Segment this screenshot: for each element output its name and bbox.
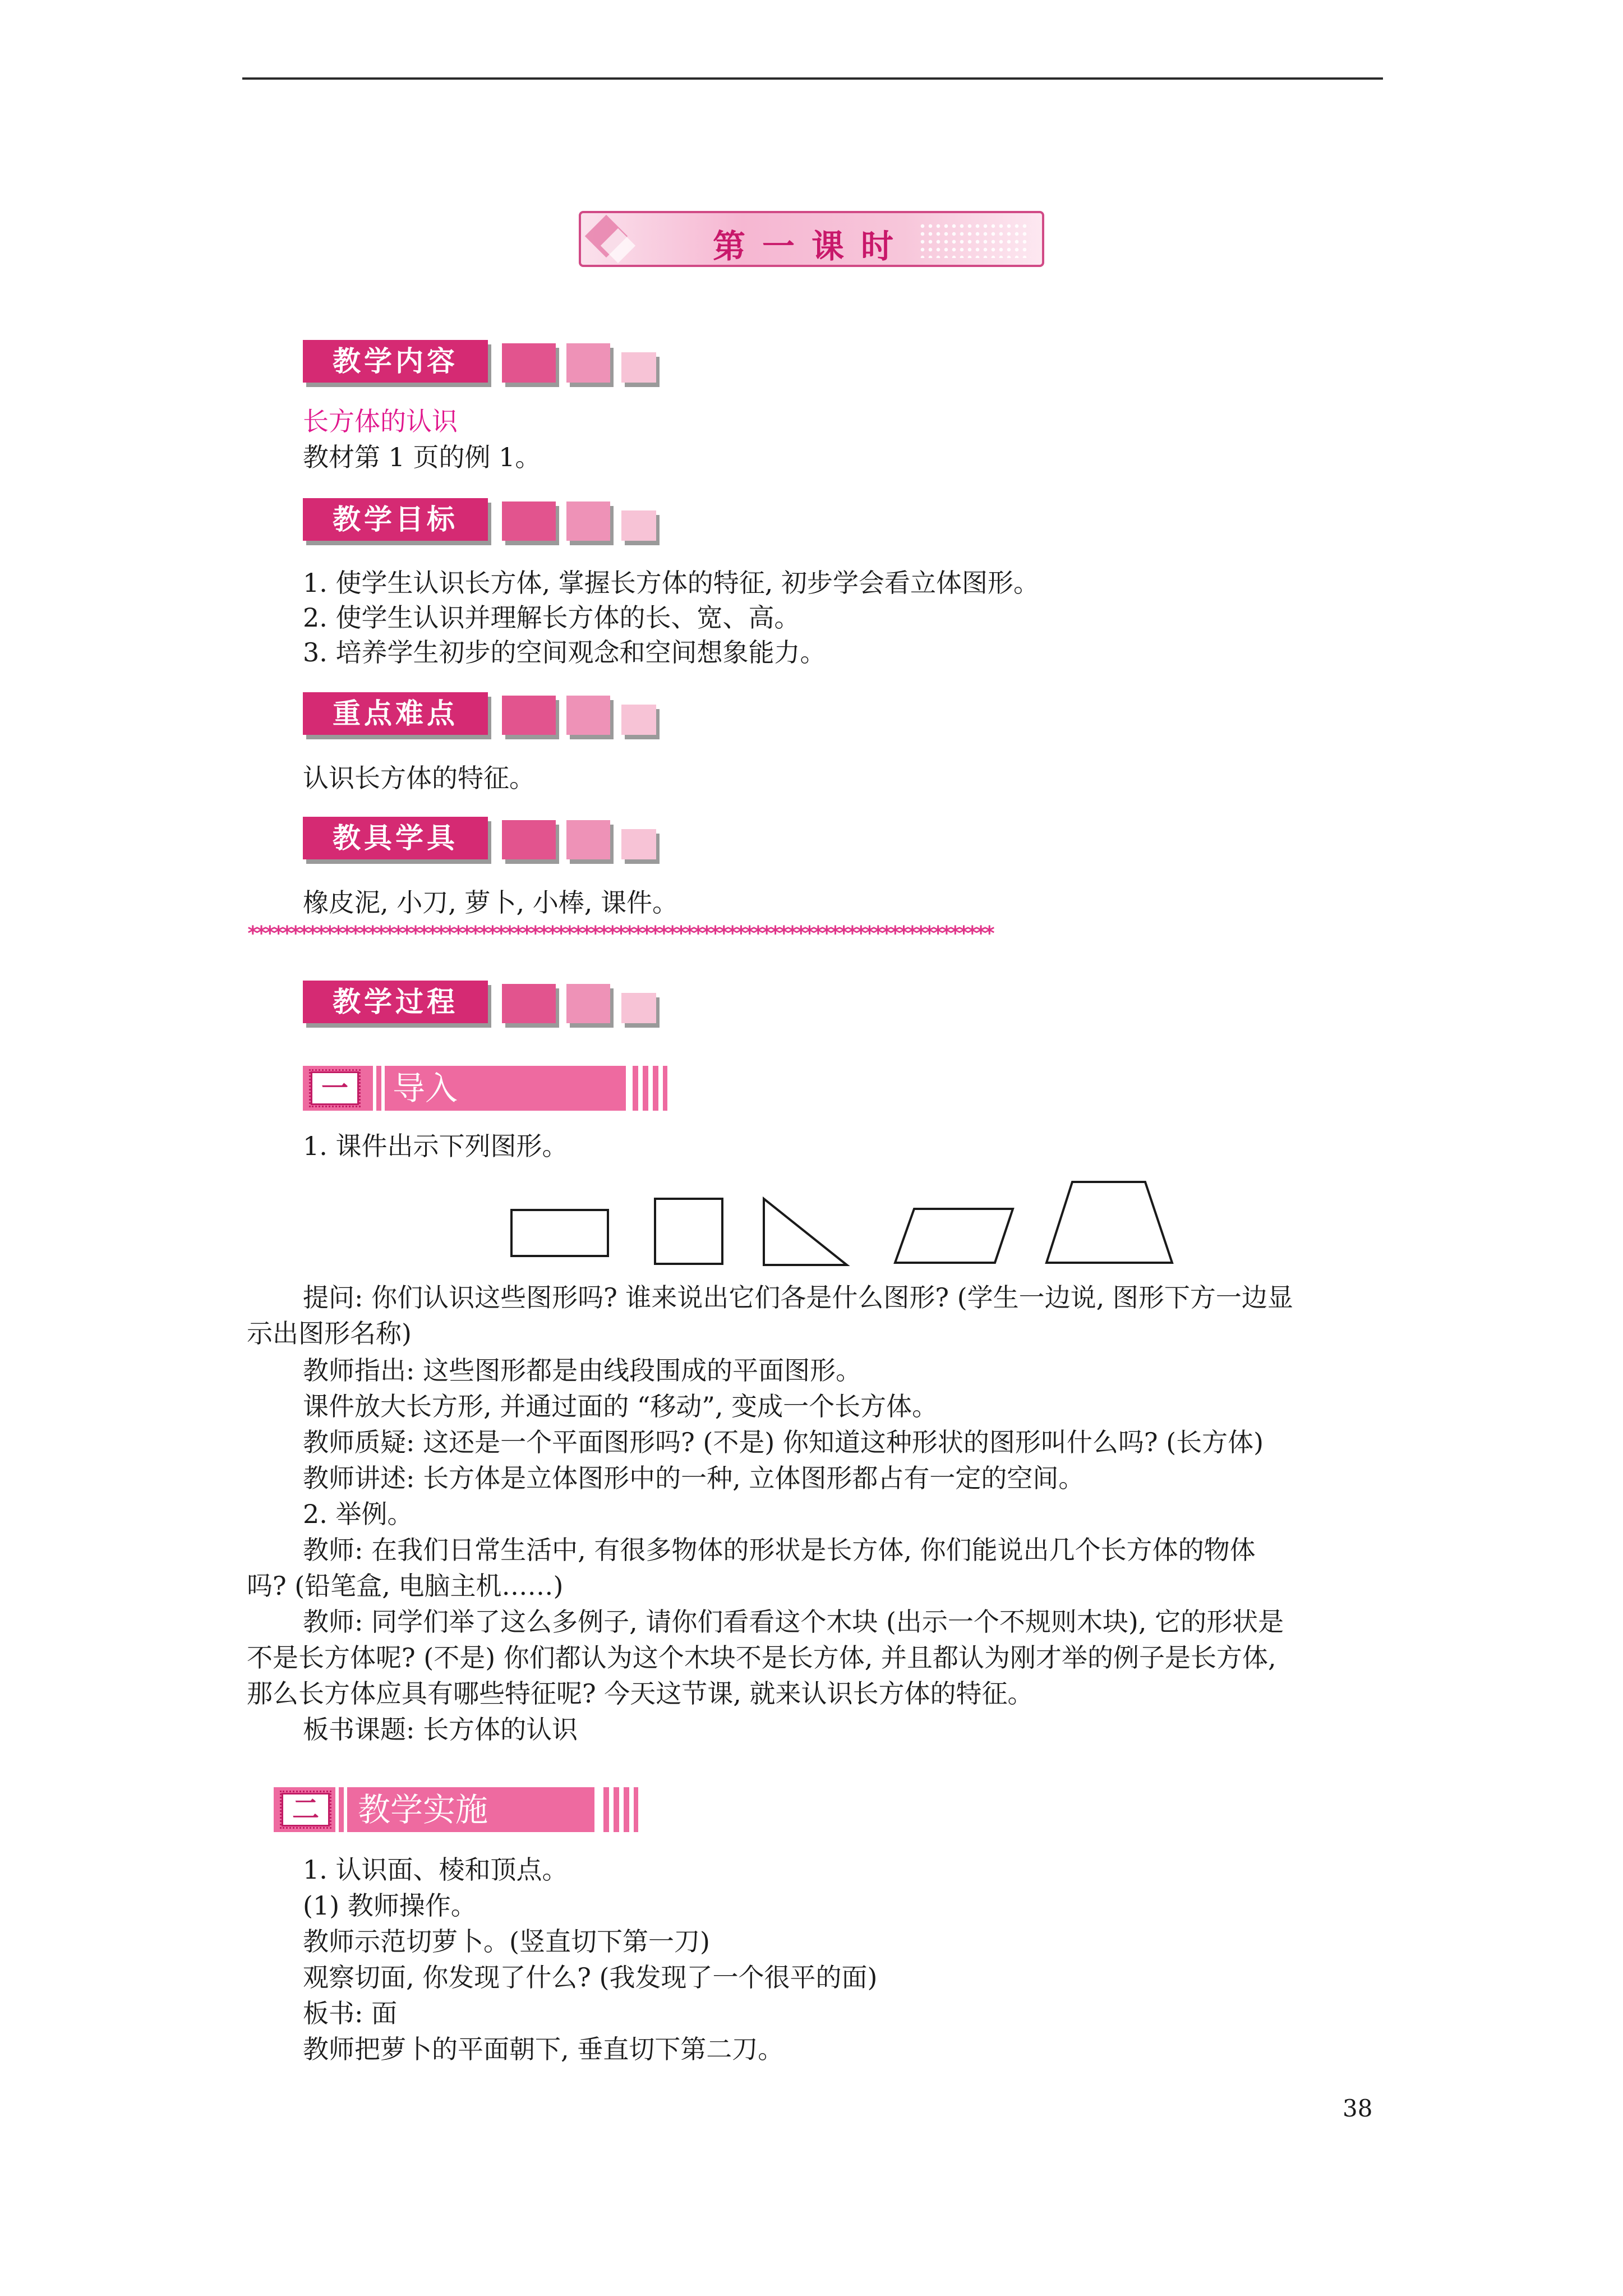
intro-line: 板书课题: 长方体的认识 [303,1714,578,1745]
step-title: 导入 [393,1069,458,1107]
header-square-decoration [502,343,556,383]
intro-line: 课件放大长方形, 并通过面的 “移动”, 变成一个长方体。 [303,1391,938,1421]
teach-line: 1. 认识面、棱和顶点。 [303,1855,568,1885]
header-square-decoration [566,501,610,541]
step-number: 二 [282,1793,330,1826]
header-square-decoration [566,984,610,1023]
step-title: 教学实施 [358,1791,488,1829]
top-rule [242,77,1383,80]
header-square-decoration [621,352,656,383]
keypoint-item: 认识长方体的特征。 [303,763,535,793]
plane-shapes-figure [505,1170,1200,1282]
intro-line: 吗? (铅笔盒, 电脑主机……) [247,1571,564,1601]
section-label: 教具学具 [303,817,488,859]
content-topic: 长方体的认识 [303,406,458,436]
header-square-decoration [621,829,656,859]
lesson-title: 第一课时 [712,227,910,265]
header-square-decoration [566,696,610,735]
teach-line: 教师示范切萝卜。(竖直切下第一刀) [303,1926,710,1957]
teach-line: 教师把萝卜的平面朝下, 垂直切下第二刀。 [303,2034,784,2064]
header-square-decoration [621,705,656,735]
teach-line: 板书: 面 [303,1998,398,2028]
goal-item: 2. 使学生认识并理解长方体的长、宽、高。 [303,602,800,633]
section-header-keypoints [303,692,662,744]
teach-line: (1) 教师操作。 [303,1890,477,1921]
page-number: 38 [1343,2095,1373,2122]
section-header-goals [303,498,662,550]
section-header-content [303,340,662,392]
rectangle-shape [511,1210,608,1256]
header-square-decoration [566,820,610,859]
bar-stripe [624,1787,629,1832]
section-label: 教学内容 [303,340,488,383]
star-separator: *************************************************************************************** [247,923,992,945]
intro-line: 教师讲述: 长方体是立体图形中的一种, 立体图形都占有一定的空间。 [303,1463,1085,1493]
bar-divider [373,1066,376,1111]
intro-line: 教师指出: 这些图形都是由线段围成的平面图形。 [303,1355,862,1386]
header-square-decoration [566,343,610,383]
trapezoid-shape [1046,1182,1172,1263]
bar-stripe [614,1787,619,1832]
goal-item: 1. 使学生认识长方体, 掌握长方体的特征, 初步学会看立体图形。 [303,568,1039,598]
bar-stripe [643,1066,648,1111]
intro-line: 那么长方体应具有哪些特征呢? 今天这节课, 就来认识长方体的特征。 [247,1678,1034,1709]
bar-stripe [633,1066,638,1111]
lesson-title-banner [579,211,1044,267]
teach-line: 观察切面, 你发现了什么? (我发现了一个很平的面) [303,1962,878,1993]
intro-line: 2. 举例。 [303,1499,413,1529]
section-label: 重点难点 [303,692,488,735]
header-square-decoration [502,820,556,859]
intro-line: 教师质疑: 这还是一个平面图形吗? (不是) 你知道这种形状的图形叫什么吗? (长方体) [303,1427,1264,1457]
intro-line: 教师: 同学们举了这么多例子, 请你们看看这个木块 (出示一个不规则木块), 它的形状是 [303,1607,1284,1637]
intro-line: 提问: 你们认识这些图形吗? 谁来说出它们各是什么图形? (学生一边说, 图形下方一边显 [303,1282,1293,1313]
header-square-decoration [621,993,656,1023]
header-square-decoration [621,510,656,541]
intro-line: 教师: 在我们日常生活中, 有很多物体的形状是长方体, 你们能说出几个长方体的物体 [303,1535,1256,1565]
goal-item: 3. 培养学生初步的空间观念和空间想象能力。 [303,637,826,668]
bar-stripe [653,1066,658,1111]
intro-line: 1. 课件出示下列图形。 [303,1131,568,1161]
section-header-process [303,981,662,1032]
section-header-tools [303,817,662,868]
section-label: 教学目标 [303,498,488,541]
step-bar-intro [303,1066,673,1111]
header-square-decoration [502,696,556,735]
bar-divider [344,1787,347,1832]
parallelogram-shape [895,1209,1013,1263]
bar-divider [335,1787,339,1832]
content-reference: 教材第 1 页的例 1。 [303,442,541,472]
header-square-decoration [502,984,556,1023]
bar-stripe [663,1066,667,1111]
intro-line: 示出图形名称) [247,1318,412,1349]
step-bar-teach [274,1787,649,1832]
square-shape [655,1199,722,1264]
bar-stripe [603,1787,609,1832]
right-triangle-shape [764,1199,847,1265]
step-number: 一 [311,1071,359,1105]
bar-divider [381,1066,385,1111]
intro-line: 不是长方体呢? (不是) 你们都认为这个木块不是长方体, 并且都认为刚才举的例子是长方体, [247,1642,1276,1673]
header-square-decoration [502,501,556,541]
bar-stripe [634,1787,638,1832]
tools-item: 橡皮泥, 小刀, 萝卜, 小棒, 课件。 [303,887,678,918]
section-label: 教学过程 [303,981,488,1023]
